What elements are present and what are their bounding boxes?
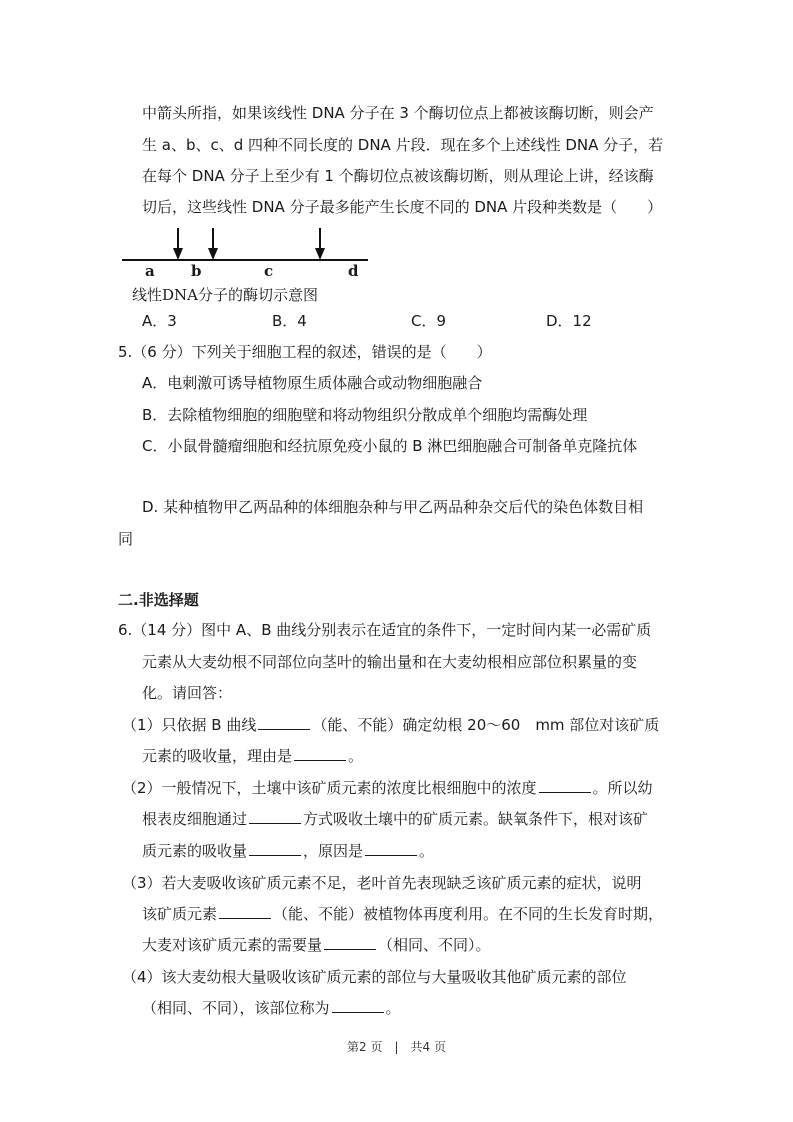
q6-p2-text-a: （2）一般情况下，土壤中该矿质元素的浓度比根细胞中的浓度 <box>122 779 537 797</box>
q6-p3-text-c: （能、不能）被植物体再度利用。在不同的生长发育时期， <box>273 905 664 923</box>
answer-blank[interactable] <box>365 841 417 856</box>
segment-label-b: b <box>191 262 202 280</box>
page-footer: 第2 页 | 共4 页 <box>347 1040 446 1054</box>
q5-option-b: B．去除植物细胞的细胞壁和将动物组织分散成单个细胞均需酶处理 <box>142 406 588 424</box>
q6-p2-text-g: 。 <box>419 842 435 860</box>
answer-blank[interactable] <box>324 935 376 950</box>
q6-p2-text-f: ，原因是 <box>303 842 364 860</box>
q4-option-a: A．3 <box>142 312 177 330</box>
q6-stem-line-1: 6.（14 分）图中 A、B 曲线分别表示在适宜的条件下，一定时间内某一必需矿质 <box>118 621 652 639</box>
q6-part-3-line-1: （3）若大麦吸收该矿质元素不足，老叶首先表现缺乏该矿质元素的症状，说明 <box>122 874 642 892</box>
q4-option-b: B．4 <box>272 312 307 330</box>
q6-p3-text-e: （相同、不同）。 <box>378 936 491 954</box>
segment-label-c: c <box>264 262 274 280</box>
q4-option-d: D．12 <box>546 312 592 330</box>
q5-option-d-line-2: 同 <box>118 530 134 548</box>
q6-stem-line-2: 元素从大麦幼根不同部位向茎叶的输出量和在大麦幼根相应部位积累量的变 <box>142 653 638 671</box>
q4-option-c: C．9 <box>411 312 447 330</box>
q4-line-2: 生 a、b、c、d 四种不同长度的 DNA 片段．现在多个上述线性 DNA 分子，若 <box>142 136 664 154</box>
answer-blank[interactable] <box>249 841 301 856</box>
segment-label-d: d <box>348 262 359 280</box>
q6-p3-text-d: 大麦对该矿质元素的需要量 <box>142 936 323 954</box>
q6-p1-text-c: 元素的吸收量，理由是 <box>142 747 293 765</box>
q4-line-4: 切后，这些线性 DNA 分子最多能产生长度不同的 DNA 片段种类数是（ ） <box>142 198 663 216</box>
q5-option-d-line-1: D. 某种植物甲乙两品种的体细胞杂种与甲乙两品种杂交后代的染色体数目相 <box>142 498 644 516</box>
q5-option-a: A．电刺激可诱导植物原生质体融合或动物细胞融合 <box>142 374 483 392</box>
q4-line-1: 中箭头所指，如果该线性 DNA 分子在 3 个酶切位点上都被该酶切断，则会产 <box>142 104 654 122</box>
q6-p2-text-d: 方式吸收土壤中的矿质元素。缺氧条件下，根对该矿 <box>303 810 649 828</box>
q6-part-1-line-1 <box>122 715 659 735</box>
answer-blank[interactable] <box>258 715 310 730</box>
answer-blank[interactable] <box>294 746 346 761</box>
q5-option-c: C．小鼠骨髓瘤细胞和经抗原免疫小鼠的 B 淋巴细胞融合可制备单克隆抗体 <box>142 437 638 455</box>
q6-part-2-line-3 <box>142 841 434 861</box>
q6-part-2-line-1 <box>122 778 653 798</box>
q6-p2-text-e: 质元素的吸收量 <box>142 842 248 860</box>
q6-stem-line-3: 化。请回答： <box>142 684 233 702</box>
q6-p2-text-c: 根表皮细胞通过 <box>142 810 248 828</box>
q5-stem: 5.（6 分）下列关于细胞工程的叙述，错误的是（ ） <box>118 343 492 361</box>
q6-part-3-line-3 <box>142 935 491 955</box>
cut-arrow-1 <box>173 228 183 260</box>
q6-part-4-line-2 <box>142 998 401 1018</box>
q6-p3-text-b: 该矿质元素 <box>142 905 218 923</box>
q6-part-1-line-2 <box>142 746 363 766</box>
q6-part-2-line-2 <box>142 809 648 829</box>
cut-arrow-3 <box>315 228 325 260</box>
segment-label-a: a <box>145 262 155 280</box>
cut-arrow-2 <box>208 228 218 260</box>
q6-p4-text-c: 。 <box>385 999 401 1017</box>
q6-part-4-line-1: （4）该大麦幼根大量吸收该矿质元素的部位与大量吸收其他矿质元素的部位 <box>122 968 627 986</box>
q6-part-3-line-2 <box>142 904 663 924</box>
diagram-caption: 线性DNA分子的酶切示意图 <box>132 286 318 304</box>
q6-p1-text-b: （能、不能）确定幼根 20～60 mm 部位对该矿质 <box>312 716 660 734</box>
answer-blank[interactable] <box>249 809 301 824</box>
answer-blank[interactable] <box>539 778 591 793</box>
answer-blank[interactable] <box>219 904 271 919</box>
q6-p1-text-a: （1）只依据 B 曲线 <box>122 716 257 734</box>
q6-p2-text-b: 。所以幼 <box>592 779 653 797</box>
q6-p4-text-b: （相同、不同），该部位称为 <box>142 999 330 1017</box>
section-title-non-choice: 二.非选择题 <box>118 591 199 609</box>
q6-p1-text-d: 。 <box>348 747 364 765</box>
answer-blank[interactable] <box>332 998 384 1013</box>
q4-line-3: 在每个 DNA 分子上至少有 1 个酶切位点被该酶切断，则从理论上讲，经该酶 <box>142 167 654 185</box>
